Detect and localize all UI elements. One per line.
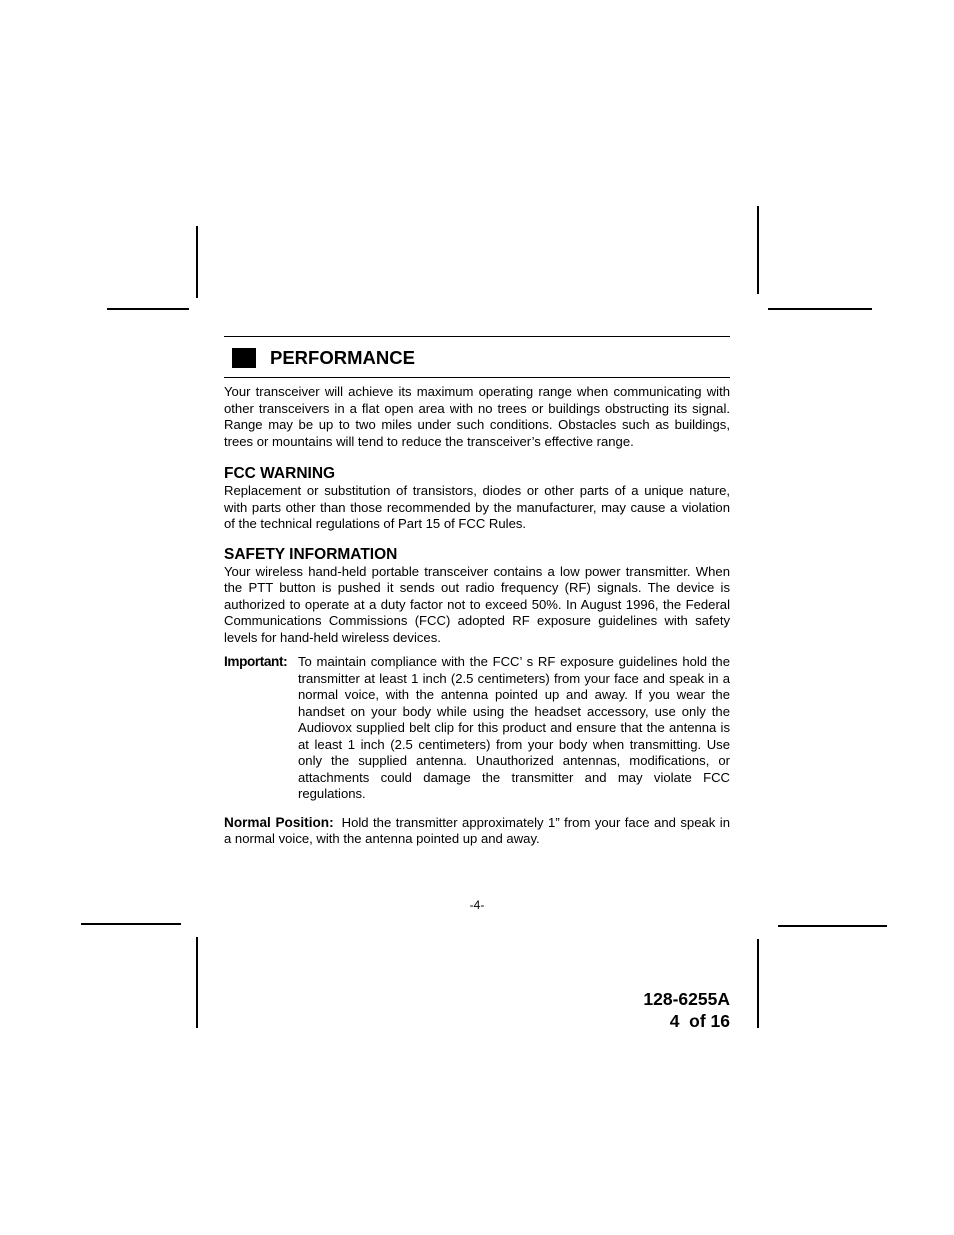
crop-mark (196, 226, 198, 298)
safety-heading: SAFETY INFORMATION (224, 545, 398, 563)
normal-position-label: Normal Position: (224, 814, 334, 830)
safety-paragraph: Your wireless hand-held portable transceiver contains a low power transmitter. When the PTT button is pushed it sends out radio frequency (RF) signals. The device is authorized to operate at a duty factor not to exceed 50%. In August 1996, the Federal Communications Commissions (FCC) adopted RF exposure guidelines with safety levels for hand-held wireless devices. (224, 563, 730, 645)
crop-mark (81, 923, 181, 925)
fcc-warning-paragraph: Replacement or substitution of transistors, diodes or other parts of a unique nature, with parts other than those recommended by the manufacturer, may cause a violation of the technical regulations of Part 15 of FCC Rules. (224, 483, 730, 531)
crop-mark (778, 925, 887, 927)
fcc-warning-heading: FCC WARNING (224, 465, 336, 482)
normal-position-text: Hold the transmitter approximately 1” from your face and speak in a normal voice, with the antenna pointed up and away. (224, 814, 730, 846)
important-note (224, 654, 730, 803)
crop-mark (768, 308, 872, 310)
important-text: To maintain compliance with the FCC’ s RF exposure guidelines hold the transmitter at least 1 inch (2.5 centimeters) from your face and speak in a normal voice, with the antenna pointed up and away. If you wear the handset on your body while using the headset accessory, use only the Audiovox supplied belt clip for this product and ensure that the antenna is at least 1 inch (2.5 centimeters) from your body when transmitting. Use only the supplied antenna. Unauthorized antennas, modifications, or attachments could damage the transmitter and may violate FCC regulations. (298, 654, 730, 801)
page-content (224, 336, 730, 848)
page-title: PERFORMANCE (270, 347, 415, 368)
page-of-count: 4 of 16 (669, 1011, 730, 1031)
crop-mark (196, 937, 198, 1028)
important-label: Important: (224, 654, 288, 669)
page-number: -4- (469, 898, 485, 912)
document-number: 128-6255A (643, 989, 730, 1009)
performance-paragraph: Your transceiver will achieve its maximum operating range when communicating with other transceivers in a flat open area with no trees or buildings obstructing its signal. Range may be up to two miles under such conditions. Obstacles such as buildings, trees or mountains will tend to reduce the transceiver’s effective range. (224, 384, 730, 449)
bottom-rule (224, 377, 730, 378)
heading-block-icon (232, 348, 256, 368)
crop-mark (757, 206, 759, 294)
crop-mark (757, 939, 759, 1028)
document-number-block (643, 988, 730, 1032)
section-header (224, 337, 730, 377)
normal-position-paragraph (224, 815, 730, 848)
crop-mark (107, 308, 189, 310)
